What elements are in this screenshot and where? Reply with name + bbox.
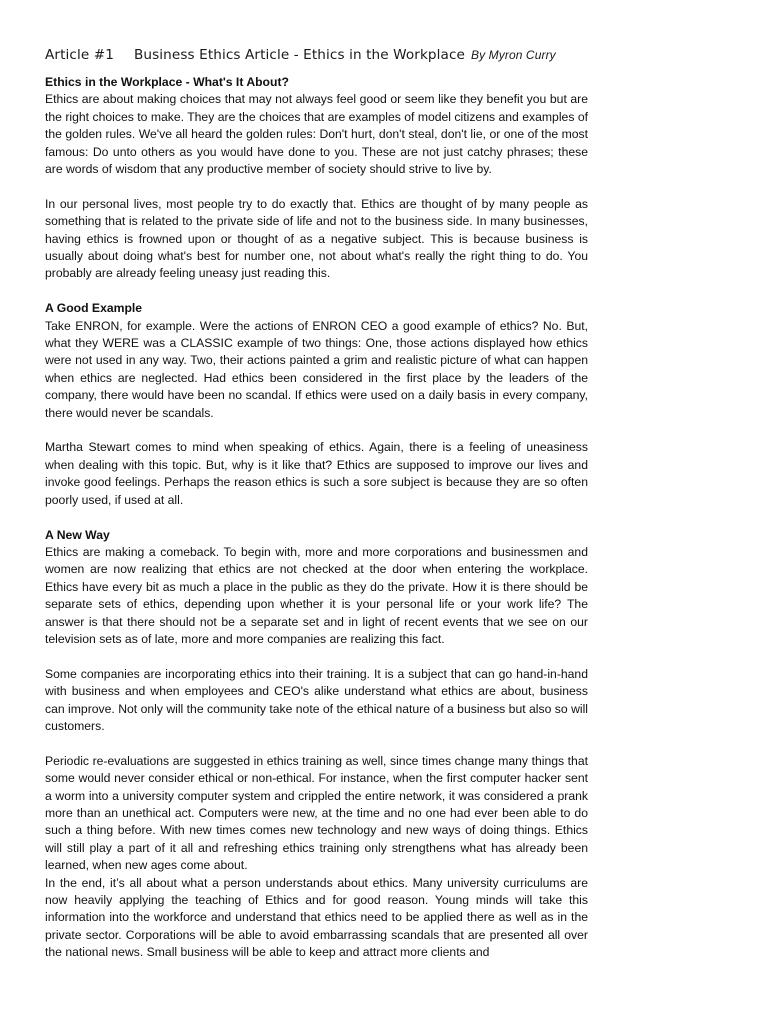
- article-byline: By Myron Curry: [471, 48, 556, 62]
- article-header: [45, 44, 588, 66]
- document-page: [45, 44, 588, 962]
- article-body: [45, 74, 588, 962]
- paragraph: Ethics are making a comeback. To begin with, more and more corporations and businessmen and women are now realizing that ethics are not checked at the door when entering the workplace. Ethics have every bit as much a place in the public as they do the private. How it is there should be separate sets of ethics, depending upon whether it is your personal life or your work life? The answer is that there should not be a separate set and in light of recent events that we see on our television sets as of late, more and more companies are realizing this fact.: [45, 544, 588, 646]
- paragraph: Some companies are incorporating ethics into their training. It is a subject that can go hand-in-hand with business and when employees and CEO's alike understand what ethics are about, business can improve. Not only will the community take note of the ethical nature of a business but also so will customers.: [45, 666, 588, 733]
- paragraph: Take ENRON, for example. Were the actions of ENRON CEO a good example of ethics? No. But, what they WERE was a CLASSIC example of two things: One, those actions displayed how ethics were not used in any way. Two, their actions painted a grim and realistic picture of what can happen when ethics are neglected. Had ethics been considered in the first place by the leaders of the company, there would have been no scandal. If ethics were used on a daily basis in every company, there would never be scandals.: [45, 318, 588, 420]
- section-heading: A Good Example: [45, 301, 143, 316]
- section-heading: A New Way: [45, 527, 110, 542]
- paragraph: In our personal lives, most people try to do exactly that. Ethics are thought of by many people as something that is related to the private side of life and not to the business side. In many businesses, having ethics is frowned upon or thought of as a negative subject. This is because business is usually about doing what's best for number one, not about what's really the right thing to do. You probably are already feeling uneasy just reading this.: [45, 196, 588, 281]
- paragraph: Ethics are about making choices that may not always feel good or seem like they benefit you but are the right choices to make. They are the choices that are examples of model citizens and examples of the golden rules. We've all heard the golden rules: Don't hurt, don't steal, don't lie, or one of the most famous: Do unto others as you would have done to you. These are not just catchy phrases; these are words of wisdom that any productive member of society should strive to live by.: [45, 92, 588, 177]
- article-number: Article #1: [45, 47, 114, 63]
- paragraph: Periodic re-evaluations are suggested in ethics training as well, since times change many things that some would never consider ethical or non-ethical. For instance, when the first computer hacker sent a worm into a university computer system and crippled the entire network, it was considered a prank more than an unethical act. Computers were new, at the time and no one had ever been able to do such a thing before. With new times comes new technology and new ways of doing things. Ethics will still play a part of it all and refreshing ethics training only strengthens what has already been learned, when new ages come about.: [45, 753, 588, 873]
- article-title: Business Ethics Article - Ethics in the Workplace: [133, 47, 466, 63]
- paragraph: Martha Stewart comes to mind when speaking of ethics. Again, there is a feeling of uneasiness when dealing with this topic. But, why is it like that? Ethics are supposed to improve our lives and invoke good feelings. Perhaps the reason ethics is such a sore subject is because they are so often poorly used, if used at all.: [45, 440, 588, 507]
- section-heading: Ethics in the Workplace - What's It About?: [45, 75, 289, 89]
- paragraph: In the end, it’s all about what a person understands about ethics. Many university curriculums are now heavily applying the teaching of Ethics and for good reason. Young minds will take this information into the workforce and understand that ethics need to be applied there as well as in the private sector. Corporations will be able to avoid embarrassing scandals that are presented all over the national news. Small business will be able to keep and attract more clients and: [45, 875, 588, 960]
